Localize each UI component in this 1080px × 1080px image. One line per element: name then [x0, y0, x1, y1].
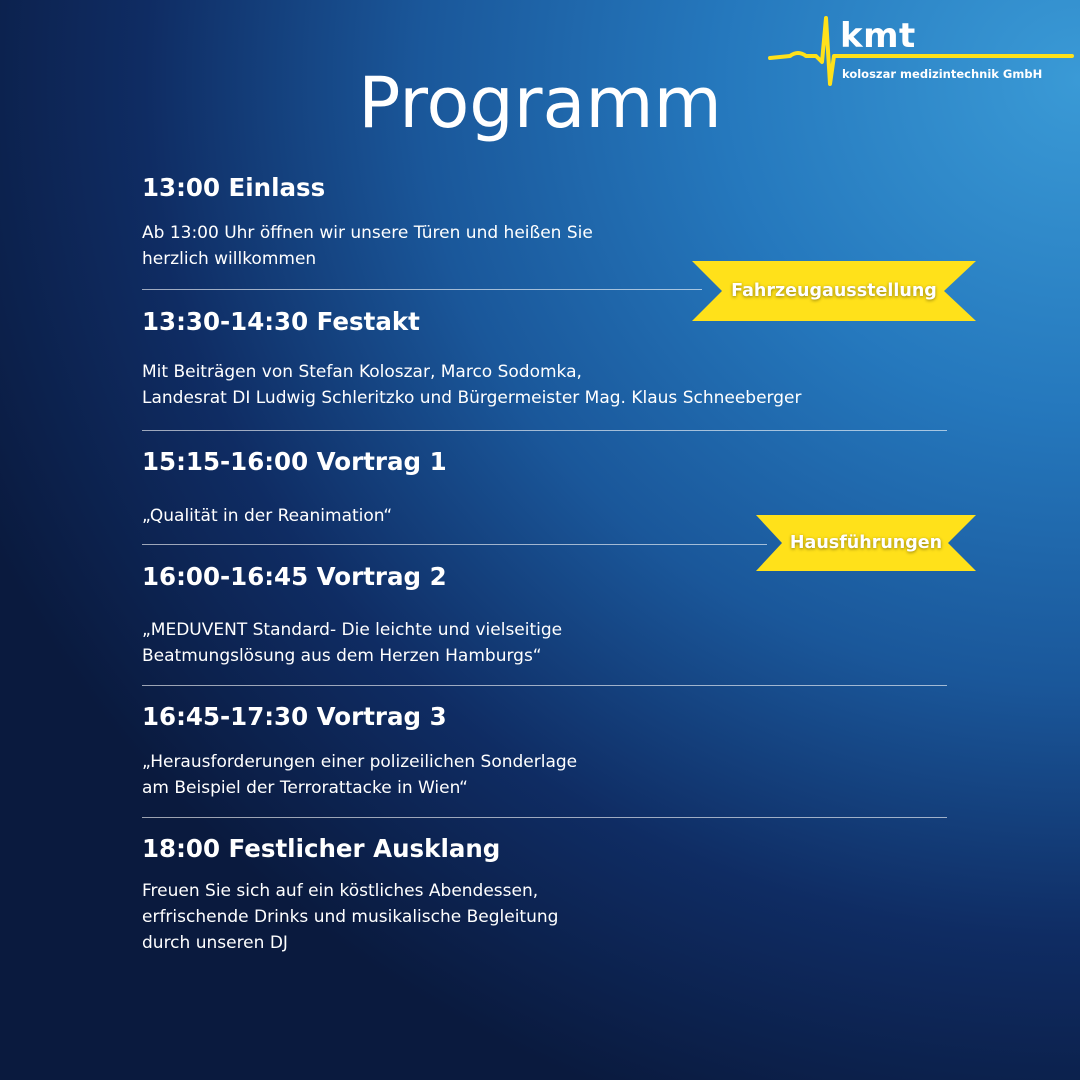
program-item-title: 16:00-16:45 Vortrag 2 [142, 562, 447, 591]
program-item-description [142, 878, 558, 956]
description-line: Mit Beiträgen von Stefan Koloszar, Marco Sodomka, [142, 362, 582, 382]
ribbon-label: Hausführungen [789, 533, 943, 553]
description-line: durch unseren DJ [142, 933, 288, 953]
description-line: herzlich willkommen [142, 249, 317, 269]
program-item-title: 18:00 Festlicher Ausklang [142, 834, 501, 863]
description-line: „MEDUVENT Standard- Die leichte und vielseitige [142, 620, 563, 640]
divider [142, 430, 947, 431]
description-line: Ab 13:00 Uhr öffnen wir unsere Türen und heißen Sie [142, 223, 593, 243]
divider [142, 817, 947, 818]
page-title: Programm [358, 62, 722, 144]
divider [142, 544, 767, 545]
program-item-description [142, 220, 593, 272]
description-line: Landesrat DI Ludwig Schleritzko und Bürgermeister Mag. Klaus Schneeberger [142, 388, 802, 408]
program-item-description [142, 503, 392, 529]
program-item-description [142, 617, 562, 669]
program-item-description [142, 749, 577, 801]
ribbon-house-tours [756, 515, 976, 571]
description-line: „Qualität in der Reanimation“ [142, 506, 393, 526]
description-line: erfrischende Drinks und musikalische Begleitung [142, 907, 559, 927]
program-item-title: 13:00 Einlass [142, 173, 326, 202]
description-line: „Herausforderungen einer polizeilichen Sonderlage [142, 752, 578, 772]
program-item-description [142, 359, 801, 411]
program-item-title: 15:15-16:00 Vortrag 1 [142, 447, 447, 476]
program-item-title: 16:45-17:30 Vortrag 3 [142, 702, 447, 731]
program-item-title: 13:30-14:30 Festakt [142, 307, 420, 336]
logo-subtitle: koloszar medizintechnik GmbH [842, 67, 1043, 81]
description-line: Freuen Sie sich auf ein köstliches Abendessen, [142, 881, 539, 901]
ribbon-vehicle-exhibition [692, 261, 976, 321]
logo-name: kmt [840, 16, 916, 56]
divider [142, 685, 947, 686]
ribbon-label: Fahrzeugausstellung [731, 281, 937, 301]
divider [142, 289, 702, 290]
description-line: Beatmungslösung aus dem Herzen Hamburgs“ [142, 646, 542, 666]
description-line: am Beispiel der Terrorattacke in Wien“ [142, 778, 468, 798]
